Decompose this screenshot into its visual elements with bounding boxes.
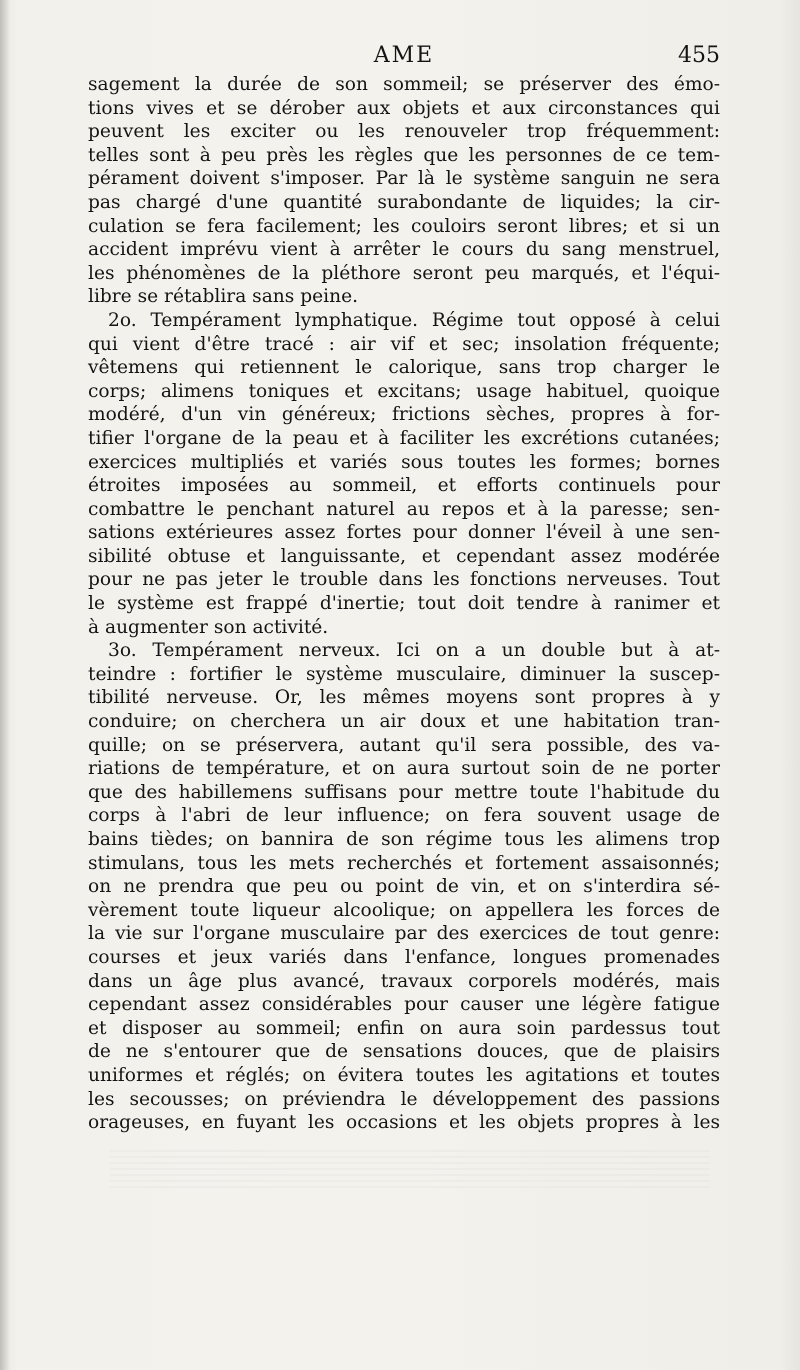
gutter-shadow [0, 0, 10, 1370]
show-through-texture [110, 1150, 710, 1190]
text-line: accident imprévu vient à arrêter le cours du sang menstruel, [88, 239, 720, 261]
text-line: culation se fera facilement; les couloirs seront libres; et si un [88, 215, 720, 237]
text-line: telles sont à peu près les règles que les personnes de ce tem- [88, 144, 720, 166]
text-line: teindre : fortifier le système musculaire, diminuer la suscep- [88, 663, 720, 685]
text-line: corps à l'abri de leur influence; on fera souvent usage de [88, 805, 720, 827]
text-line: orageuses, en fuyant les occasions et les objets propres à les [88, 1112, 720, 1134]
text-line: et disposer au sommeil; enfin on aura soin pardessus tout [88, 1017, 720, 1039]
text-line: on ne prendra que peu ou point de vin, et on s'interdira sé- [88, 876, 720, 898]
page-number: 455 [678, 43, 720, 68]
running-head: AME [373, 43, 435, 68]
text-line: corps; alimens toniques et excitans; usage habituel, quoique [88, 380, 720, 402]
text-line: uniformes et réglés; on évitera toutes les agitations et toutes [88, 1064, 720, 1086]
text-line: la vie sur l'organe musculaire par des exercices de tout genre: [88, 923, 720, 945]
text-line: conduire; on cherchera un air doux et une habitation tran- [88, 711, 720, 733]
text-line: bains tièdes; on bannira de son régime tous les alimens trop [88, 829, 720, 850]
text-line: peuvent les exciter ou les renouveler trop fréquemment: [88, 121, 720, 143]
text-line: courses et jeux variés dans l'enfance, longues promenades [88, 946, 720, 968]
text-line: sibilité obtuse et languissante, et cependant assez modérée [88, 545, 720, 567]
text-line: pas chargé d'une quantité surabondante de liquides; la cir- [88, 191, 720, 213]
paragraph-lymphatique-start: 2o. Tempérament lymphatique. Régime tout opposé à celui [108, 309, 720, 331]
text-line: sagement la durée de son sommeil; se préserver des émo- [88, 74, 720, 95]
text-line: vèrement toute liqueur alcoolique; on appellera les forces de [88, 899, 720, 921]
text-line: pérament doivent s'imposer. Par là le système sanguin ne sera [88, 168, 720, 190]
text-line: sations extérieures assez fortes pour donner l'éveil à une sen- [88, 522, 720, 544]
text-line: stimulans, tous les mets recherchés et fortement assaisonnés; [88, 852, 720, 874]
text-line: de ne s'entourer que de sensations douces, que de plaisirs [88, 1041, 720, 1063]
text-line: qui vient d'être tracé : air vif et sec; insolation fréquente; [88, 333, 720, 355]
page-header [88, 40, 720, 72]
text-line: étroites imposées au sommeil, et efforts continuels pour [88, 475, 720, 497]
text-line: que des habillemens suffisans pour mettre toute l'habitude du [88, 781, 720, 803]
text-line: riations de température, et on aura surtout soin de ne porter [88, 758, 720, 780]
text-line: dans un âge plus avancé, travaux corporels modérés, mais [88, 970, 720, 992]
text-line: libre se rétablira sans peine. [88, 286, 358, 308]
text-line: combattre le penchant naturel au repos et à la paresse; sen- [88, 498, 720, 520]
text-line: à augmenter son activité. [88, 616, 329, 638]
text-line: modéré, d'un vin généreux; frictions sèches, propres à for- [88, 404, 720, 426]
text-line: vêtemens qui retiennent le calorique, sans trop charger le [88, 357, 720, 379]
text-line: tibilité nerveuse. Or, les mêmes moyens sont propres à y [88, 687, 720, 709]
text-line: les secousses; on préviendra le développement des passions [88, 1088, 720, 1110]
text-line: tions vives et se dérober aux objets et aux circonstances qui [88, 97, 720, 119]
text-line: exercices multipliés et variés sous toutes les formes; bornes [88, 451, 720, 473]
paragraph-nerveux-start: 3o. Tempérament nerveux. Ici on a un double but à at- [108, 640, 720, 662]
text-line: les phénomènes de la pléthore seront peu marqués, et l'équi- [88, 262, 720, 284]
body-text [88, 73, 720, 1135]
text-line: le système est frappé d'inertie; tout doit tendre à ranimer et [88, 593, 720, 615]
text-line: tifier l'organe de la peau et à faciliter les excrétions cutanées; [88, 427, 720, 449]
text-line: cependant assez considérables pour causer une légère fatigue [88, 994, 720, 1016]
text-line: pour ne pas jeter le trouble dans les fonctions nerveuses. Tout [88, 569, 720, 591]
text-line: quille; on se préservera, autant qu'il sera possible, des va- [88, 734, 720, 756]
